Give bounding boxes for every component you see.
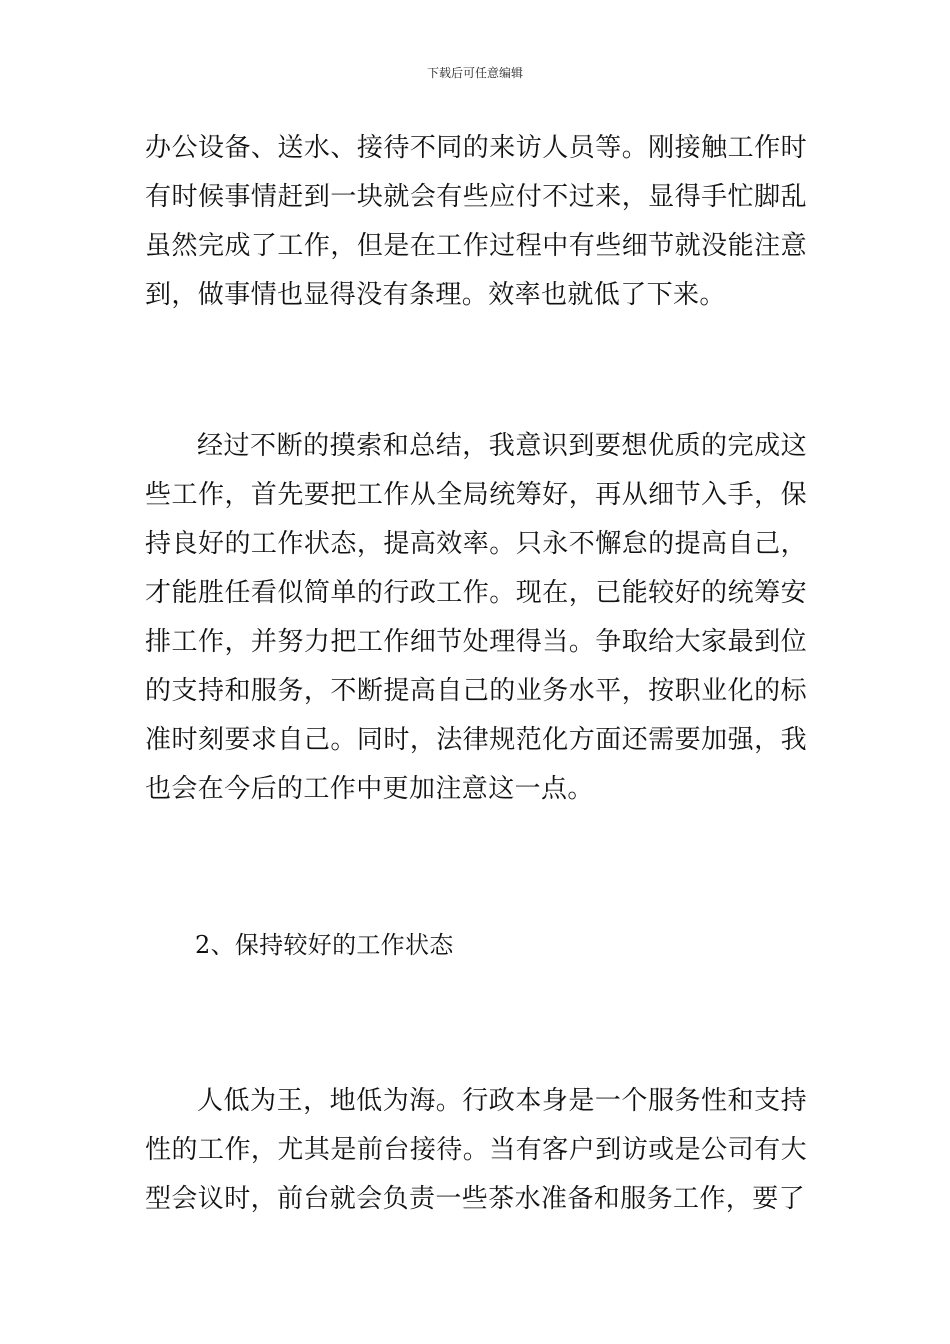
page-header-note: 下载后可任意编辑	[426, 66, 523, 80]
paragraph-service: 人低为王，地低为海。行政本身是一个服务性和支持性的工作，尤其是前台接待。当有客户到访或是公司有大型会议时，前台就会负责一些茶水准备和服务工作，要了	[145, 1086, 807, 1214]
document-body	[145, 124, 807, 1224]
paragraph-summary: 经过不断的摸索和总结，我意识到要想优质的完成这些工作，首先要把工作从全局统筹好，再从细节入手，保持良好的工作状态，提高效率。只永不懈怠的提高自己，才能胜任看似简单的行政工作。现在，已能较好的统筹安排工作，并努力把工作细节处理得当。争取给大家最到位的支持和服务，不断提高自己的业务水平，按职业化的标准时刻要求自己。同时，法律规范化方面还需要加强，我也会在今后的工作中更加注意这一点。	[145, 431, 807, 804]
section-heading: 2、保持较好的工作状态	[195, 931, 454, 959]
paragraph-continuation: 办公设备、送水、接待不同的来访人员等。刚接触工作时有时候事情赶到一块就会有些应付不过来，显得手忙脚乱虽然完成了工作，但是在工作过程中有些细节就没能注意到，做事情也显得没有条理。效率也就低了下来。	[145, 133, 807, 310]
